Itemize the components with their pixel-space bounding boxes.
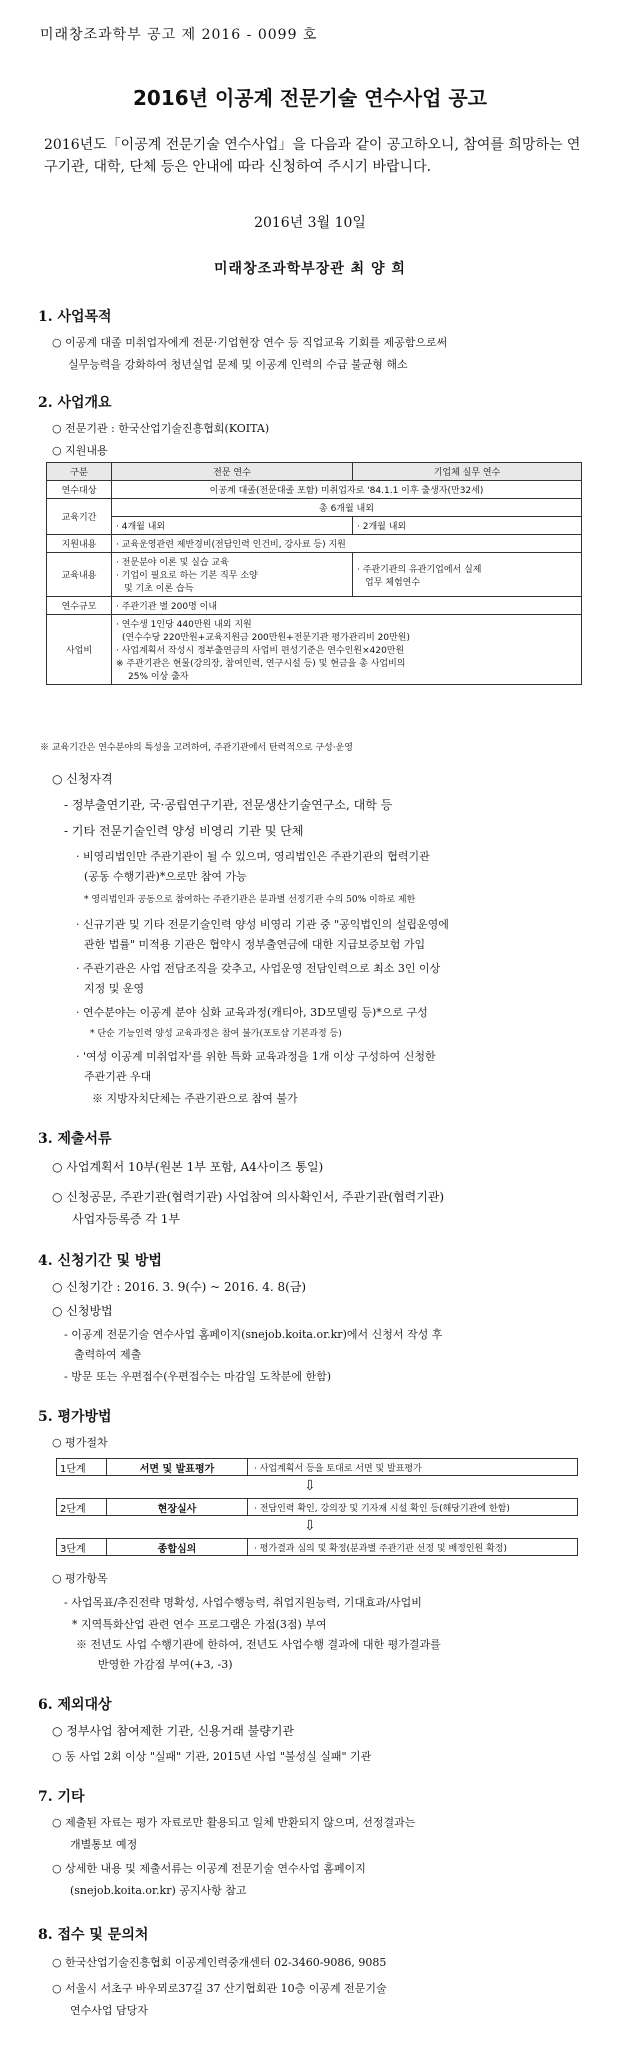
section-1-heading: 1. 사업목적 (38, 309, 112, 325)
support-label: ○ 지원내용 (52, 444, 108, 457)
table-row-label: 교육기간 (47, 499, 112, 535)
table-row-label: 연수대상 (47, 481, 112, 499)
section-7-heading: 7. 기타 (38, 1789, 85, 1805)
evaluation-note: ※ 전년도 사업 수행기관에 한하여, 전년도 사업수행 결과에 대한 평가결과를 (76, 1638, 441, 1651)
table-cell (112, 553, 353, 597)
organization-line: ○ 전문기관 : 한국산업기술진흥협회(KOITA) (52, 422, 270, 435)
exclusion-item: ○ 동 사업 2회 이상 "실패" 기관, 2015년 사업 "불성실 실패" 기관 (52, 1750, 372, 1763)
qualification-item: - 기타 전문기술인력 양성 비영리 기관 및 단체 (64, 824, 304, 838)
step-description: · 전담인력 확인, 강의장 및 기자재 시설 확인 등(해당기관에 한함) (254, 1503, 510, 1514)
section-3-heading: 3. 제출서류 (38, 1131, 112, 1147)
step-number: 3단계 (57, 1539, 107, 1555)
table-header: 구분 (47, 463, 112, 481)
table-cell: 총 6개월 내외 (112, 499, 582, 517)
section-6-heading: 6. 제외대상 (38, 1697, 112, 1713)
section-1-bullet: ○ 이공계 대졸 미취업자에게 전문·기업현장 연수 등 직업교육 기회를 제공함으로써 (52, 336, 448, 349)
evaluation-note-cont: 반영한 가감점 부여(+3, -3) (98, 1658, 233, 1671)
qualification-subitem-cont: 관한 법률" 미적용 기관은 협약시 정부출연금에 대한 지급보증보험 가입 (84, 938, 426, 951)
table-cell-line: · 기업이 필요로 하는 기본 직무 소양 (116, 571, 258, 581)
table-cell (112, 615, 582, 685)
application-method-item: - 이공계 전문기술 연수사업 홈페이지(snejob.koita.or.kr)에서 신청서 작성 후 (64, 1328, 443, 1341)
section-3-bullet: ○ 사업계획서 10부(원본 1부 포함, A4사이즈 통일) (52, 1160, 324, 1174)
table-header: 기업체 실무 연수 (353, 463, 582, 481)
qualification-subitem-cont: 지정 및 운영 (84, 982, 145, 995)
table-cell-line: (연수수당 220만원+교육지원금 200만원+전문기관 평가관리비 20만원) (122, 633, 411, 643)
qualification-note: ※ 지방자치단체는 주관기관으로 참여 불가 (92, 1092, 298, 1105)
qualification-subitem: · 비영리법인만 주관기관이 될 수 있으며, 영리법인은 주관기관의 협력기관 (76, 850, 430, 863)
step-description: · 사업계획서 등을 토대로 서면 및 발표평가 (254, 1463, 422, 1474)
table-cell: · 4개월 내외 (112, 517, 353, 535)
step-number: 2단계 (57, 1499, 107, 1515)
step-description: · 평가결과 심의 및 확정(분과별 주관기관 선정 및 배정인원 확정) (254, 1543, 507, 1554)
misc-item: ○ 상세한 내용 및 제출서류는 이공계 전문기술 연수사업 홈페이지 (52, 1862, 366, 1875)
evaluation-item: - 사업목표/추진전략 명확성, 사업수행능력, 취업지원능력, 기대효과/사업비 (64, 1596, 422, 1609)
table-cell: · 주관기관 별 200명 이내 (112, 597, 582, 615)
misc-item: ○ 제출된 자료는 평가 자료로만 활용되고 일체 반환되지 않으며, 선정결과는 (52, 1816, 416, 1829)
qualification-subitem: · 신규기관 및 기타 전문기술인력 양성 비영리 기관 중 "공익법인의 설립운영에 (76, 918, 449, 931)
section-5-heading: 5. 평가방법 (38, 1409, 112, 1425)
table-footnote: ※ 교육기간은 연수분야의 특성을 고려하여, 주관기관에서 탄력적으로 구성·운영 (40, 743, 353, 753)
qualification-note: * 영리법인과 공동으로 참여하는 주관기관은 분과별 선정기관 수의 50% 이하로 제한 (84, 895, 416, 905)
evaluation-items-label: ○ 평가항목 (52, 1572, 108, 1585)
page-title: 2016년 이공계 전문기술 연수사업 공고 (133, 86, 487, 110)
qualification-label: ○ 신청자격 (52, 772, 113, 786)
application-method-item-cont: 출력하여 제출 (74, 1348, 142, 1361)
section-4-heading: 4. 신청기간 및 방법 (38, 1253, 162, 1269)
contact-phone: ○ 한국산업기술진흥협회 이공계인력중개센터 02-3460-9086, 9085 (52, 1956, 387, 1969)
table-row-label: 연수규모 (47, 597, 112, 615)
exclusion-item: ○ 정부사업 참여제한 기관, 신용거래 불량기관 (52, 1724, 295, 1738)
qualification-subitem: · '여성 이공계 미취업자'를 위한 특화 교육과정을 1개 이상 구성하여 신청한 (76, 1050, 436, 1063)
misc-item-cont: (snejob.koita.or.kr) 공지사항 참고 (70, 1884, 247, 1897)
qualification-note: * 단순 기능인력 양성 교육과정은 참여 불가(포토샵 기본과정 등) (90, 1029, 342, 1039)
table-cell-line: · 주관기관의 유관기업에서 실제 (357, 564, 482, 575)
evaluation-step (56, 1538, 578, 1556)
step-number: 1단계 (57, 1459, 107, 1475)
qualification-subitem-cont: (공동 수행기관)*으로만 참여 가능 (84, 870, 247, 883)
application-period: ○ 신청기간 : 2016. 3. 9(수) ~ 2016. 4. 8(금) (52, 1280, 307, 1294)
issuer: 미래창조과학부장관 최 양 희 (214, 261, 406, 277)
table-cell-line: ※ 주관기관은 현물(강의장, 참여인력, 연구시설 등) 및 현금을 총 사업비의 (116, 659, 406, 669)
qualification-subitem: · 주관기관은 사업 전담조직을 갖추고, 사업운영 전담인력으로 최소 3인 이상 (76, 962, 441, 975)
intro-paragraph: 2016년도「이공계 전문기술 연수사업」을 다음과 같이 공고하오니, 참여를 희망하는 연구기관, 대학, 단체 등은 안내에 따라 신청하여 주시기 바랍니다. (44, 137, 581, 175)
qualification-subitem: · 연수분야는 이공계 분야 심화 교육과정(캐티아, 3D모델링 등)*으로 구성 (76, 1006, 428, 1019)
step-name: 종합심의 (107, 1539, 248, 1555)
section-2-heading: 2. 사업개요 (38, 395, 112, 411)
contact-address: ○ 서울시 서초구 바우뫼로37길 37 산기협회관 10층 이공계 전문기술 (52, 1982, 387, 1995)
section-1-bullet-cont: 실무능력을 강화하여 청년실업 문제 및 이공계 인력의 수급 불균형 해소 (68, 358, 408, 371)
contact-address-cont: 연수사업 담당자 (70, 2004, 148, 2017)
table-row-label: 지원내용 (47, 535, 112, 553)
application-method-label: ○ 신청방법 (52, 1304, 113, 1318)
table-row-label: 교육내용 (47, 553, 112, 597)
evaluation-step (56, 1498, 578, 1516)
application-method-item: - 방문 또는 우편접수(우편접수는 마감일 도착분에 한함) (64, 1370, 332, 1383)
evaluation-note: * 지역특화산업 관련 연수 프로그램은 가점(3점) 부여 (72, 1618, 327, 1631)
support-table (46, 462, 582, 685)
table-cell-line: 25% 이상 출자 (128, 672, 189, 682)
step-name: 현장실사 (107, 1499, 248, 1515)
table-cell-line: · 연수생 1인당 440만원 내외 지원 (116, 620, 252, 630)
table-cell (353, 553, 582, 597)
section-8-heading: 8. 접수 및 문의처 (38, 1927, 149, 1943)
evaluation-step (56, 1458, 578, 1476)
down-arrow-icon: ⇩ (304, 1518, 316, 1534)
notice-date: 2016년 3월 10일 (254, 215, 366, 231)
table-header: 전문 연수 (112, 463, 353, 481)
step-name: 서면 및 발표평가 (107, 1459, 248, 1475)
table-cell: 이공계 대졸(전문대졸 포함) 미취업자로 '84.1.1 이후 출생자(만32세) (112, 481, 582, 499)
section-3-bullet-cont: 사업자등록증 각 1부 (72, 1212, 181, 1226)
notice-number: 미래창조과학부 공고 제 2016 - 0099 호 (40, 27, 318, 43)
table-cell-line: · 사업계획서 작성시 정부출연금의 사업비 편성기준은 연수인원×420만원 (116, 646, 405, 656)
table-row-label: 사업비 (47, 615, 112, 685)
down-arrow-icon: ⇩ (304, 1478, 316, 1494)
misc-item-cont: 개별통보 예정 (70, 1838, 138, 1851)
section-3-bullet: ○ 신청공문, 주관기관(협력기관) 사업참여 의사확인서, 주관기관(협력기관) (52, 1190, 445, 1204)
table-cell: · 2개월 내외 (353, 517, 582, 535)
table-cell-line: · 전문분야 이론 및 실습 교육 (116, 558, 229, 568)
qualification-subitem-cont: 주관기관 우대 (84, 1070, 152, 1083)
table-cell-line: 및 기초 이론 습득 (124, 584, 194, 594)
qualification-item: - 정부출연기관, 국·공립연구기관, 전문생산기술연구소, 대학 등 (64, 798, 393, 812)
evaluation-process-label: ○ 평가절차 (52, 1436, 108, 1449)
table-cell: · 교육운영관련 제반경비(전담인력 인건비, 강사료 등) 지원 (112, 535, 582, 553)
table-cell-line: 업무 체험연수 (365, 577, 421, 588)
